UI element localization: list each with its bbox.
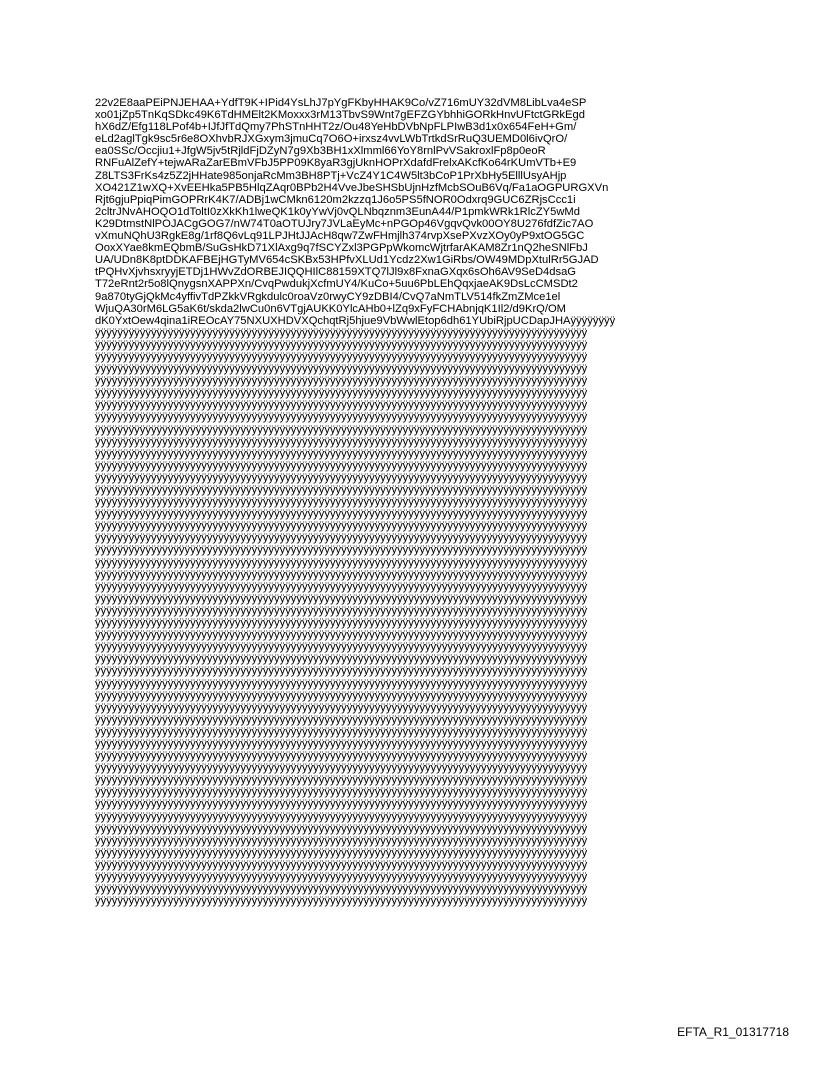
text-line: ÿÿÿÿÿÿÿÿÿÿÿÿÿÿÿÿÿÿÿÿÿÿÿÿÿÿÿÿÿÿÿÿÿÿÿÿÿÿÿÿÿÿÿÿÿÿÿÿÿÿÿÿÿÿÿÿÿÿÿÿÿÿÿÿÿÿÿÿÿÿÿÿÿÿÿÿÿÿÿÿÿÿÿÿÿÿÿÿ <box>95 435 588 448</box>
text-line: ÿÿÿÿÿÿÿÿÿÿÿÿÿÿÿÿÿÿÿÿÿÿÿÿÿÿÿÿÿÿÿÿÿÿÿÿÿÿÿÿÿÿÿÿÿÿÿÿÿÿÿÿÿÿÿÿÿÿÿÿÿÿÿÿÿÿÿÿÿÿÿÿÿÿÿÿÿÿÿÿÿÿÿÿÿÿÿÿ <box>95 725 588 738</box>
text-line: 2cltrJNvAHOQO1dToltI0zXkKh1lweQK1k0yYwVj0vQLNbqznm3EunA44/P1pmkWRk1RlcZY5wMd <box>95 205 580 218</box>
text-line: ÿÿÿÿÿÿÿÿÿÿÿÿÿÿÿÿÿÿÿÿÿÿÿÿÿÿÿÿÿÿÿÿÿÿÿÿÿÿÿÿÿÿÿÿÿÿÿÿÿÿÿÿÿÿÿÿÿÿÿÿÿÿÿÿÿÿÿÿÿÿÿÿÿÿÿÿÿÿÿÿÿÿÿÿÿÿÿÿ <box>95 689 588 702</box>
text-line: Z8LTS3FrKs4z5Z2jHHate985onjaRcMm3BH8PTj+VcZ4Y1C4W5lt3bCoP1PrXbHy5ElllUsyAHjp <box>95 169 567 182</box>
text-line: ÿÿÿÿÿÿÿÿÿÿÿÿÿÿÿÿÿÿÿÿÿÿÿÿÿÿÿÿÿÿÿÿÿÿÿÿÿÿÿÿÿÿÿÿÿÿÿÿÿÿÿÿÿÿÿÿÿÿÿÿÿÿÿÿÿÿÿÿÿÿÿÿÿÿÿÿÿÿÿÿÿÿÿÿÿÿÿÿ <box>95 774 588 787</box>
text-line: ÿÿÿÿÿÿÿÿÿÿÿÿÿÿÿÿÿÿÿÿÿÿÿÿÿÿÿÿÿÿÿÿÿÿÿÿÿÿÿÿÿÿÿÿÿÿÿÿÿÿÿÿÿÿÿÿÿÿÿÿÿÿÿÿÿÿÿÿÿÿÿÿÿÿÿÿÿÿÿÿÿÿÿÿÿÿÿÿ <box>95 387 588 400</box>
text-line: ÿÿÿÿÿÿÿÿÿÿÿÿÿÿÿÿÿÿÿÿÿÿÿÿÿÿÿÿÿÿÿÿÿÿÿÿÿÿÿÿÿÿÿÿÿÿÿÿÿÿÿÿÿÿÿÿÿÿÿÿÿÿÿÿÿÿÿÿÿÿÿÿÿÿÿÿÿÿÿÿÿÿÿÿÿÿÿÿ <box>95 350 588 363</box>
text-line: ÿÿÿÿÿÿÿÿÿÿÿÿÿÿÿÿÿÿÿÿÿÿÿÿÿÿÿÿÿÿÿÿÿÿÿÿÿÿÿÿÿÿÿÿÿÿÿÿÿÿÿÿÿÿÿÿÿÿÿÿÿÿÿÿÿÿÿÿÿÿÿÿÿÿÿÿÿÿÿÿÿÿÿÿÿÿÿÿ <box>95 423 588 436</box>
text-line: ÿÿÿÿÿÿÿÿÿÿÿÿÿÿÿÿÿÿÿÿÿÿÿÿÿÿÿÿÿÿÿÿÿÿÿÿÿÿÿÿÿÿÿÿÿÿÿÿÿÿÿÿÿÿÿÿÿÿÿÿÿÿÿÿÿÿÿÿÿÿÿÿÿÿÿÿÿÿÿÿÿÿÿÿÿÿÿÿ <box>95 447 588 460</box>
text-line: ÿÿÿÿÿÿÿÿÿÿÿÿÿÿÿÿÿÿÿÿÿÿÿÿÿÿÿÿÿÿÿÿÿÿÿÿÿÿÿÿÿÿÿÿÿÿÿÿÿÿÿÿÿÿÿÿÿÿÿÿÿÿÿÿÿÿÿÿÿÿÿÿÿÿÿÿÿÿÿÿÿÿÿÿÿÿÿÿ <box>95 459 588 472</box>
text-line: ÿÿÿÿÿÿÿÿÿÿÿÿÿÿÿÿÿÿÿÿÿÿÿÿÿÿÿÿÿÿÿÿÿÿÿÿÿÿÿÿÿÿÿÿÿÿÿÿÿÿÿÿÿÿÿÿÿÿÿÿÿÿÿÿÿÿÿÿÿÿÿÿÿÿÿÿÿÿÿÿÿÿÿÿÿÿÿÿ <box>95 338 588 351</box>
text-line: ÿÿÿÿÿÿÿÿÿÿÿÿÿÿÿÿÿÿÿÿÿÿÿÿÿÿÿÿÿÿÿÿÿÿÿÿÿÿÿÿÿÿÿÿÿÿÿÿÿÿÿÿÿÿÿÿÿÿÿÿÿÿÿÿÿÿÿÿÿÿÿÿÿÿÿÿÿÿÿÿÿÿÿÿÿÿÿÿ <box>95 834 588 847</box>
text-line: ÿÿÿÿÿÿÿÿÿÿÿÿÿÿÿÿÿÿÿÿÿÿÿÿÿÿÿÿÿÿÿÿÿÿÿÿÿÿÿÿÿÿÿÿÿÿÿÿÿÿÿÿÿÿÿÿÿÿÿÿÿÿÿÿÿÿÿÿÿÿÿÿÿÿÿÿÿÿÿÿÿÿÿÿÿÿÿÿ <box>95 556 588 569</box>
text-line: OoxXYae8kmEQbmB/SuGsHkD71XlAxg9q7fSCYZxl3PGPpWkomcWjtrfarAKAM8Zr1nQ2heSNlFbJ <box>95 242 588 255</box>
text-line: ÿÿÿÿÿÿÿÿÿÿÿÿÿÿÿÿÿÿÿÿÿÿÿÿÿÿÿÿÿÿÿÿÿÿÿÿÿÿÿÿÿÿÿÿÿÿÿÿÿÿÿÿÿÿÿÿÿÿÿÿÿÿÿÿÿÿÿÿÿÿÿÿÿÿÿÿÿÿÿÿÿÿÿÿÿÿÿÿ <box>95 544 588 557</box>
text-line: eLd2aglTgk9sc5r6e8OXhvbRJXGxym3jmuCq7O6O+irxsz4vvLWbTrtkdSrRuQ3UEMD0l6ivQrO/ <box>95 133 568 146</box>
text-line: ÿÿÿÿÿÿÿÿÿÿÿÿÿÿÿÿÿÿÿÿÿÿÿÿÿÿÿÿÿÿÿÿÿÿÿÿÿÿÿÿÿÿÿÿÿÿÿÿÿÿÿÿÿÿÿÿÿÿÿÿÿÿÿÿÿÿÿÿÿÿÿÿÿÿÿÿÿÿÿÿÿÿÿÿÿÿÿÿ <box>95 798 588 811</box>
text-line: RNFuAlZefY+tejwARaZarEBmVFbJ5PP09K8yaR3gjUknHOPrXdafdFrelxAKcfKo64rKUmVTb+E9 <box>95 157 577 170</box>
text-line: ÿÿÿÿÿÿÿÿÿÿÿÿÿÿÿÿÿÿÿÿÿÿÿÿÿÿÿÿÿÿÿÿÿÿÿÿÿÿÿÿÿÿÿÿÿÿÿÿÿÿÿÿÿÿÿÿÿÿÿÿÿÿÿÿÿÿÿÿÿÿÿÿÿÿÿÿÿÿÿÿÿÿÿÿÿÿÿÿ <box>95 665 588 678</box>
text-line: XO421Z1wXQ+XvEEHka5PB5HlqZAqr0BPb2H4VveJbeSHSbUjnHzfMcbSOuB6Vq/Fa1aOGPURGXVn <box>95 181 609 194</box>
text-line: ÿÿÿÿÿÿÿÿÿÿÿÿÿÿÿÿÿÿÿÿÿÿÿÿÿÿÿÿÿÿÿÿÿÿÿÿÿÿÿÿÿÿÿÿÿÿÿÿÿÿÿÿÿÿÿÿÿÿÿÿÿÿÿÿÿÿÿÿÿÿÿÿÿÿÿÿÿÿÿÿÿÿÿÿÿÿÿÿ <box>95 750 588 763</box>
encoded-text-block <box>95 97 725 907</box>
text-line: ÿÿÿÿÿÿÿÿÿÿÿÿÿÿÿÿÿÿÿÿÿÿÿÿÿÿÿÿÿÿÿÿÿÿÿÿÿÿÿÿÿÿÿÿÿÿÿÿÿÿÿÿÿÿÿÿÿÿÿÿÿÿÿÿÿÿÿÿÿÿÿÿÿÿÿÿÿÿÿÿÿÿÿÿÿÿÿÿ <box>95 580 588 593</box>
text-line: ÿÿÿÿÿÿÿÿÿÿÿÿÿÿÿÿÿÿÿÿÿÿÿÿÿÿÿÿÿÿÿÿÿÿÿÿÿÿÿÿÿÿÿÿÿÿÿÿÿÿÿÿÿÿÿÿÿÿÿÿÿÿÿÿÿÿÿÿÿÿÿÿÿÿÿÿÿÿÿÿÿÿÿÿÿÿÿÿ <box>95 520 588 533</box>
document-id-footer: EFTA_R1_01317718 <box>677 1025 789 1039</box>
text-line: ÿÿÿÿÿÿÿÿÿÿÿÿÿÿÿÿÿÿÿÿÿÿÿÿÿÿÿÿÿÿÿÿÿÿÿÿÿÿÿÿÿÿÿÿÿÿÿÿÿÿÿÿÿÿÿÿÿÿÿÿÿÿÿÿÿÿÿÿÿÿÿÿÿÿÿÿÿÿÿÿÿÿÿÿÿÿÿÿ <box>95 604 588 617</box>
text-line: ÿÿÿÿÿÿÿÿÿÿÿÿÿÿÿÿÿÿÿÿÿÿÿÿÿÿÿÿÿÿÿÿÿÿÿÿÿÿÿÿÿÿÿÿÿÿÿÿÿÿÿÿÿÿÿÿÿÿÿÿÿÿÿÿÿÿÿÿÿÿÿÿÿÿÿÿÿÿÿÿÿÿÿÿÿÿÿÿ <box>95 617 588 630</box>
text-line: ÿÿÿÿÿÿÿÿÿÿÿÿÿÿÿÿÿÿÿÿÿÿÿÿÿÿÿÿÿÿÿÿÿÿÿÿÿÿÿÿÿÿÿÿÿÿÿÿÿÿÿÿÿÿÿÿÿÿÿÿÿÿÿÿÿÿÿÿÿÿÿÿÿÿÿÿÿÿÿÿÿÿÿÿÿÿÿÿ <box>95 895 588 908</box>
text-line: ÿÿÿÿÿÿÿÿÿÿÿÿÿÿÿÿÿÿÿÿÿÿÿÿÿÿÿÿÿÿÿÿÿÿÿÿÿÿÿÿÿÿÿÿÿÿÿÿÿÿÿÿÿÿÿÿÿÿÿÿÿÿÿÿÿÿÿÿÿÿÿÿÿÿÿÿÿÿÿÿÿÿÿÿÿÿÿÿ <box>95 326 588 339</box>
text-line: ÿÿÿÿÿÿÿÿÿÿÿÿÿÿÿÿÿÿÿÿÿÿÿÿÿÿÿÿÿÿÿÿÿÿÿÿÿÿÿÿÿÿÿÿÿÿÿÿÿÿÿÿÿÿÿÿÿÿÿÿÿÿÿÿÿÿÿÿÿÿÿÿÿÿÿÿÿÿÿÿÿÿÿÿÿÿÿÿ <box>95 411 588 424</box>
text-line: ÿÿÿÿÿÿÿÿÿÿÿÿÿÿÿÿÿÿÿÿÿÿÿÿÿÿÿÿÿÿÿÿÿÿÿÿÿÿÿÿÿÿÿÿÿÿÿÿÿÿÿÿÿÿÿÿÿÿÿÿÿÿÿÿÿÿÿÿÿÿÿÿÿÿÿÿÿÿÿÿÿÿÿÿÿÿÿÿ <box>95 471 588 484</box>
text-line: ÿÿÿÿÿÿÿÿÿÿÿÿÿÿÿÿÿÿÿÿÿÿÿÿÿÿÿÿÿÿÿÿÿÿÿÿÿÿÿÿÿÿÿÿÿÿÿÿÿÿÿÿÿÿÿÿÿÿÿÿÿÿÿÿÿÿÿÿÿÿÿÿÿÿÿÿÿÿÿÿÿÿÿÿÿÿÿÿ <box>95 508 588 521</box>
text-line: ÿÿÿÿÿÿÿÿÿÿÿÿÿÿÿÿÿÿÿÿÿÿÿÿÿÿÿÿÿÿÿÿÿÿÿÿÿÿÿÿÿÿÿÿÿÿÿÿÿÿÿÿÿÿÿÿÿÿÿÿÿÿÿÿÿÿÿÿÿÿÿÿÿÿÿÿÿÿÿÿÿÿÿÿÿÿÿÿ <box>95 641 588 654</box>
text-line: ÿÿÿÿÿÿÿÿÿÿÿÿÿÿÿÿÿÿÿÿÿÿÿÿÿÿÿÿÿÿÿÿÿÿÿÿÿÿÿÿÿÿÿÿÿÿÿÿÿÿÿÿÿÿÿÿÿÿÿÿÿÿÿÿÿÿÿÿÿÿÿÿÿÿÿÿÿÿÿÿÿÿÿÿÿÿÿÿ <box>95 375 588 388</box>
text-line: ÿÿÿÿÿÿÿÿÿÿÿÿÿÿÿÿÿÿÿÿÿÿÿÿÿÿÿÿÿÿÿÿÿÿÿÿÿÿÿÿÿÿÿÿÿÿÿÿÿÿÿÿÿÿÿÿÿÿÿÿÿÿÿÿÿÿÿÿÿÿÿÿÿÿÿÿÿÿÿÿÿÿÿÿÿÿÿÿ <box>95 592 588 605</box>
text-line: Rjt6gjuPpiqPimGOPRrK4K7/ADBj1wCMkn6120m2kzzq1J6o5PS5fNOR0Odxrq9GUC6ZRjsCcc1i <box>95 193 576 206</box>
text-line: ÿÿÿÿÿÿÿÿÿÿÿÿÿÿÿÿÿÿÿÿÿÿÿÿÿÿÿÿÿÿÿÿÿÿÿÿÿÿÿÿÿÿÿÿÿÿÿÿÿÿÿÿÿÿÿÿÿÿÿÿÿÿÿÿÿÿÿÿÿÿÿÿÿÿÿÿÿÿÿÿÿÿÿÿÿÿÿÿ <box>95 532 588 545</box>
text-line: ÿÿÿÿÿÿÿÿÿÿÿÿÿÿÿÿÿÿÿÿÿÿÿÿÿÿÿÿÿÿÿÿÿÿÿÿÿÿÿÿÿÿÿÿÿÿÿÿÿÿÿÿÿÿÿÿÿÿÿÿÿÿÿÿÿÿÿÿÿÿÿÿÿÿÿÿÿÿÿÿÿÿÿÿÿÿÿÿ <box>95 399 588 412</box>
text-line: 9a870tyGjQkMc4yffivTdPZkkVRgkdulc0roaVz0rwyCY9zDBI4/CvQ7aNmTLV514fkZmZMce1el <box>95 290 561 303</box>
text-line: ÿÿÿÿÿÿÿÿÿÿÿÿÿÿÿÿÿÿÿÿÿÿÿÿÿÿÿÿÿÿÿÿÿÿÿÿÿÿÿÿÿÿÿÿÿÿÿÿÿÿÿÿÿÿÿÿÿÿÿÿÿÿÿÿÿÿÿÿÿÿÿÿÿÿÿÿÿÿÿÿÿÿÿÿÿÿÿÿ <box>95 653 588 666</box>
text-line: ÿÿÿÿÿÿÿÿÿÿÿÿÿÿÿÿÿÿÿÿÿÿÿÿÿÿÿÿÿÿÿÿÿÿÿÿÿÿÿÿÿÿÿÿÿÿÿÿÿÿÿÿÿÿÿÿÿÿÿÿÿÿÿÿÿÿÿÿÿÿÿÿÿÿÿÿÿÿÿÿÿÿÿÿÿÿÿÿ <box>95 858 588 871</box>
text-line: dK0YxtOew4qina1iREOcAY75NXUXHDVXQchqtRj5hjue9VbWwlEtop6dh61YUbiRjpUCDapJHAÿÿÿÿÿÿÿÿ <box>95 314 616 327</box>
text-line: ÿÿÿÿÿÿÿÿÿÿÿÿÿÿÿÿÿÿÿÿÿÿÿÿÿÿÿÿÿÿÿÿÿÿÿÿÿÿÿÿÿÿÿÿÿÿÿÿÿÿÿÿÿÿÿÿÿÿÿÿÿÿÿÿÿÿÿÿÿÿÿÿÿÿÿÿÿÿÿÿÿÿÿÿÿÿÿÿ <box>95 762 588 775</box>
text-line: ÿÿÿÿÿÿÿÿÿÿÿÿÿÿÿÿÿÿÿÿÿÿÿÿÿÿÿÿÿÿÿÿÿÿÿÿÿÿÿÿÿÿÿÿÿÿÿÿÿÿÿÿÿÿÿÿÿÿÿÿÿÿÿÿÿÿÿÿÿÿÿÿÿÿÿÿÿÿÿÿÿÿÿÿÿÿÿÿ <box>95 810 588 823</box>
text-line: ea0SSc/Occjiu1+JfgW5jv5tRjldFjDZyN7g9Xb3BH1xXlmml66YoY8rnlPvVSakroxlFp8p0eoR <box>95 145 546 158</box>
text-line: ÿÿÿÿÿÿÿÿÿÿÿÿÿÿÿÿÿÿÿÿÿÿÿÿÿÿÿÿÿÿÿÿÿÿÿÿÿÿÿÿÿÿÿÿÿÿÿÿÿÿÿÿÿÿÿÿÿÿÿÿÿÿÿÿÿÿÿÿÿÿÿÿÿÿÿÿÿÿÿÿÿÿÿÿÿÿÿÿ <box>95 496 588 509</box>
text-line: vXmuNQhU3RgkE8g/1rf8Q6vLq91LPJHtJJAcH8qw7ZwFHmjlh374rvpXsePXvzXOy0yP9xtOG5GC <box>95 230 585 243</box>
text-line: xo01jZp5TnKqSDkc49K6TdHMElt2KMoxxx3rM13TbvS9Wnt7gEFZGYbhhiGORkHnvUFtctGRkEgd <box>95 109 585 122</box>
text-line: K29DtmstNlPOJACgGOG7/nW74T0aOTUJry7JVLaEyMc+nPGOp46VgqvQvk00OY8U276fdfZic7AO <box>95 217 594 230</box>
text-line: ÿÿÿÿÿÿÿÿÿÿÿÿÿÿÿÿÿÿÿÿÿÿÿÿÿÿÿÿÿÿÿÿÿÿÿÿÿÿÿÿÿÿÿÿÿÿÿÿÿÿÿÿÿÿÿÿÿÿÿÿÿÿÿÿÿÿÿÿÿÿÿÿÿÿÿÿÿÿÿÿÿÿÿÿÿÿÿÿ <box>95 737 588 750</box>
text-line: ÿÿÿÿÿÿÿÿÿÿÿÿÿÿÿÿÿÿÿÿÿÿÿÿÿÿÿÿÿÿÿÿÿÿÿÿÿÿÿÿÿÿÿÿÿÿÿÿÿÿÿÿÿÿÿÿÿÿÿÿÿÿÿÿÿÿÿÿÿÿÿÿÿÿÿÿÿÿÿÿÿÿÿÿÿÿÿÿ <box>95 568 588 581</box>
text-line: ÿÿÿÿÿÿÿÿÿÿÿÿÿÿÿÿÿÿÿÿÿÿÿÿÿÿÿÿÿÿÿÿÿÿÿÿÿÿÿÿÿÿÿÿÿÿÿÿÿÿÿÿÿÿÿÿÿÿÿÿÿÿÿÿÿÿÿÿÿÿÿÿÿÿÿÿÿÿÿÿÿÿÿÿÿÿÿÿ <box>95 846 588 859</box>
text-line: T72eRnt2r5o8lQnygsnXAPPXn/CvqPwdukjXcfmUY4/KuCo+5uu6PbLEhQqxjaeAK9DsLcCMSDt2 <box>95 278 578 291</box>
text-line: ÿÿÿÿÿÿÿÿÿÿÿÿÿÿÿÿÿÿÿÿÿÿÿÿÿÿÿÿÿÿÿÿÿÿÿÿÿÿÿÿÿÿÿÿÿÿÿÿÿÿÿÿÿÿÿÿÿÿÿÿÿÿÿÿÿÿÿÿÿÿÿÿÿÿÿÿÿÿÿÿÿÿÿÿÿÿÿÿ <box>95 484 588 496</box>
text-line: ÿÿÿÿÿÿÿÿÿÿÿÿÿÿÿÿÿÿÿÿÿÿÿÿÿÿÿÿÿÿÿÿÿÿÿÿÿÿÿÿÿÿÿÿÿÿÿÿÿÿÿÿÿÿÿÿÿÿÿÿÿÿÿÿÿÿÿÿÿÿÿÿÿÿÿÿÿÿÿÿÿÿÿÿÿÿÿÿ <box>95 629 588 642</box>
text-line: ÿÿÿÿÿÿÿÿÿÿÿÿÿÿÿÿÿÿÿÿÿÿÿÿÿÿÿÿÿÿÿÿÿÿÿÿÿÿÿÿÿÿÿÿÿÿÿÿÿÿÿÿÿÿÿÿÿÿÿÿÿÿÿÿÿÿÿÿÿÿÿÿÿÿÿÿÿÿÿÿÿÿÿÿÿÿÿÿ <box>95 822 588 835</box>
text-line: ÿÿÿÿÿÿÿÿÿÿÿÿÿÿÿÿÿÿÿÿÿÿÿÿÿÿÿÿÿÿÿÿÿÿÿÿÿÿÿÿÿÿÿÿÿÿÿÿÿÿÿÿÿÿÿÿÿÿÿÿÿÿÿÿÿÿÿÿÿÿÿÿÿÿÿÿÿÿÿÿÿÿÿÿÿÿÿÿ <box>95 713 588 726</box>
text-line: ÿÿÿÿÿÿÿÿÿÿÿÿÿÿÿÿÿÿÿÿÿÿÿÿÿÿÿÿÿÿÿÿÿÿÿÿÿÿÿÿÿÿÿÿÿÿÿÿÿÿÿÿÿÿÿÿÿÿÿÿÿÿÿÿÿÿÿÿÿÿÿÿÿÿÿÿÿÿÿÿÿÿÿÿÿÿÿÿ <box>95 871 588 883</box>
text-line: ÿÿÿÿÿÿÿÿÿÿÿÿÿÿÿÿÿÿÿÿÿÿÿÿÿÿÿÿÿÿÿÿÿÿÿÿÿÿÿÿÿÿÿÿÿÿÿÿÿÿÿÿÿÿÿÿÿÿÿÿÿÿÿÿÿÿÿÿÿÿÿÿÿÿÿÿÿÿÿÿÿÿÿÿÿÿÿÿ <box>95 786 588 799</box>
text-line: tPQHvXjvhsxryyjETDj1HWvZdORBEJIQQHIlC88159XTQ7lJl9x8FxnaGXqx6sOh6AV9SeD4dsaG <box>95 266 577 279</box>
text-line: WjuQA30rM6LG5aK6t/skda2lwCu0n6VTgjAUKK0YlcAHb0+lZq9xFyFCHAbnjqK1Il2/d9KrQ/OM <box>95 302 567 315</box>
text-line: UA/UDn8K8ptDDKAFBEjHGTyMV654cSKBx53HPfvXLUd1Ycdz2Xw1GiRbs/OW49MDpXtulRr5GJAD <box>95 254 599 267</box>
text-line: 22v2E8aaPEiPNJEHAA+YdfT9K+IPid4YsLhJ7pYgFKbyHHAK9Co/vZ716mUY32dVM8LibLva4eSP <box>95 97 587 109</box>
text-line: ÿÿÿÿÿÿÿÿÿÿÿÿÿÿÿÿÿÿÿÿÿÿÿÿÿÿÿÿÿÿÿÿÿÿÿÿÿÿÿÿÿÿÿÿÿÿÿÿÿÿÿÿÿÿÿÿÿÿÿÿÿÿÿÿÿÿÿÿÿÿÿÿÿÿÿÿÿÿÿÿÿÿÿÿÿÿÿÿ <box>95 883 588 896</box>
text-line: ÿÿÿÿÿÿÿÿÿÿÿÿÿÿÿÿÿÿÿÿÿÿÿÿÿÿÿÿÿÿÿÿÿÿÿÿÿÿÿÿÿÿÿÿÿÿÿÿÿÿÿÿÿÿÿÿÿÿÿÿÿÿÿÿÿÿÿÿÿÿÿÿÿÿÿÿÿÿÿÿÿÿÿÿÿÿÿÿ <box>95 701 588 714</box>
text-line: ÿÿÿÿÿÿÿÿÿÿÿÿÿÿÿÿÿÿÿÿÿÿÿÿÿÿÿÿÿÿÿÿÿÿÿÿÿÿÿÿÿÿÿÿÿÿÿÿÿÿÿÿÿÿÿÿÿÿÿÿÿÿÿÿÿÿÿÿÿÿÿÿÿÿÿÿÿÿÿÿÿÿÿÿÿÿÿÿ <box>95 363 588 376</box>
text-line: hX6dZ/Efg118LPof4b+IJfJfTdQmy7PhSTnHHT2z/Ou48YeHbDVbNpFLPIwB3d1x0x654FeH+Gm/ <box>95 121 577 134</box>
text-line: ÿÿÿÿÿÿÿÿÿÿÿÿÿÿÿÿÿÿÿÿÿÿÿÿÿÿÿÿÿÿÿÿÿÿÿÿÿÿÿÿÿÿÿÿÿÿÿÿÿÿÿÿÿÿÿÿÿÿÿÿÿÿÿÿÿÿÿÿÿÿÿÿÿÿÿÿÿÿÿÿÿÿÿÿÿÿÿÿ <box>95 677 588 690</box>
